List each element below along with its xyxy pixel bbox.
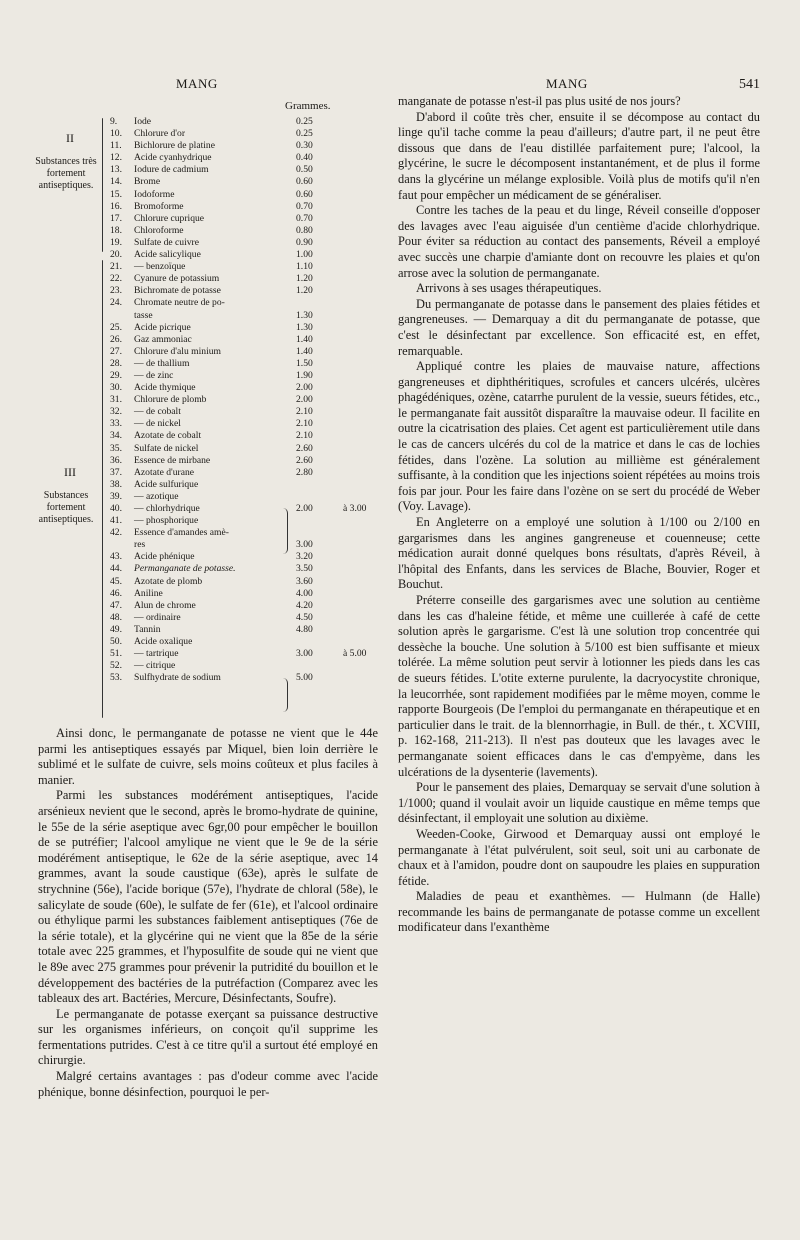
row-value-range: à 5.00 xyxy=(343,648,367,660)
row-number: 40. xyxy=(110,503,122,514)
row-number: 22. xyxy=(110,273,122,285)
row-substance: Iode xyxy=(134,116,152,127)
row-substance: — de zinc xyxy=(134,369,174,381)
row-value: 2.00 xyxy=(296,382,313,394)
row-number: 12. xyxy=(110,152,122,164)
row-substance: Acide thymique xyxy=(134,382,196,394)
row-number: 36. xyxy=(110,454,122,466)
row-substance: Essence de mirbane xyxy=(134,454,211,466)
table-row xyxy=(100,152,380,164)
table-row xyxy=(100,334,380,346)
table-row xyxy=(100,261,380,273)
row-value: 0.50 xyxy=(296,164,313,176)
antiseptic-table xyxy=(100,116,380,684)
row-substance: res xyxy=(134,539,146,551)
row-value: 2.60 xyxy=(296,442,313,454)
paragraph: Ainsi donc, le permanganate de potasse ne vient que le 44e parmi les antiseptiques essayés par Miquel, bien loin derrière le sublimé et le sulfate de cuivre, sels moins coûteux et plus faciles à manier. xyxy=(38,726,378,787)
table-row xyxy=(100,128,380,140)
row-substance: — chlorhydrique xyxy=(134,503,200,514)
paragraph: Contre les taches de la peau et du linge, Réveil conseille d'opposer des lavages avec l'eau aiguisée d'un centième d'acide chlorhydrique. Pour éviter sa réduction au contact des pansements, Réveil a employé avec succès une charpie d'amiante dont on recouvre les plaies et qu'on arrose avec la solution de permanganate. xyxy=(398,203,760,280)
page-number: 541 xyxy=(739,77,760,92)
row-value: 1.00 xyxy=(296,249,313,261)
row-number: 11. xyxy=(110,140,122,152)
table-row xyxy=(100,140,380,152)
table-row xyxy=(100,322,380,334)
row-value: 4.50 xyxy=(296,611,313,623)
table-row xyxy=(100,479,380,491)
row-substance: Acide cyanhydrique xyxy=(134,152,212,164)
table-row xyxy=(100,237,380,249)
row-number: 51. xyxy=(110,648,122,660)
row-value: 0.80 xyxy=(296,224,313,236)
table-row xyxy=(100,285,380,297)
row-substance: Permanganate de potasse. xyxy=(134,563,236,575)
row-number: 9. xyxy=(110,116,118,127)
row-substance: Azotate d'urane xyxy=(134,466,195,478)
row-substance: Chromate neutre de po- xyxy=(134,297,225,309)
unit-label: Grammes. xyxy=(285,100,331,112)
row-substance: — citrique xyxy=(134,660,176,672)
row-substance: Cyanure de potassium xyxy=(134,273,220,285)
row-substance: Aniline xyxy=(134,587,163,599)
table-row xyxy=(100,491,380,503)
paragraph: Le permanganate de potasse exerçant sa puissance destructive sur les organismes inférieurs, on conçoit qu'il supprime les fermentations putrides. C'est à ce titre qu'il a surtout été employé en chirurgie. xyxy=(38,1006,378,1068)
paragraph: manganate de potasse n'est-il pas plus usité de nos jours? xyxy=(398,94,681,108)
row-number: 18. xyxy=(110,224,122,236)
row-substance: — de nickel xyxy=(134,418,181,430)
row-value: 0.25 xyxy=(296,116,313,127)
row-substance: Chlorure de plomb xyxy=(134,394,207,406)
table-row xyxy=(100,612,380,624)
row-value: 0.30 xyxy=(296,140,313,152)
row-substance: — de thallium xyxy=(134,357,190,369)
row-value: 1.50 xyxy=(296,357,313,369)
row-substance: Chlorure cuprique xyxy=(134,212,205,224)
row-number: 14. xyxy=(110,176,122,188)
row-number: 50. xyxy=(110,636,122,648)
row-value: 0.70 xyxy=(296,200,313,212)
table-row xyxy=(100,576,380,588)
row-number: 26. xyxy=(110,333,122,345)
row-substance: Acide picrique xyxy=(134,321,191,333)
row-substance: Alun de chrome xyxy=(134,599,196,611)
table-row xyxy=(100,503,380,515)
row-number: 42. xyxy=(110,527,122,539)
paragraph: Appliqué contre les plaies de mauvaise nature, affections gangreneuses et diphthéritiques, scrofules et cancers ulcérés, ulcères phagédéniques, ozène, catarrhe purulent de la vessie, sueurs fétides, etc., le permanganate fait aussitôt disparaître la mauvaise odeur. Il facilite en outre la cicatrisation des plaies. Cet agent est particulièrement utile dans le cas de cancers ulcérés du col de la matrice et dans le cas de lochies fétides, dans l'ozène. La solution au millième est généralement suffisante, à la condition que les injections soient répétées au moins trois fois par jour. Pour les faire dans l'ozène on se sert du procédé de Weber (Voy. Lavage). xyxy=(398,359,760,514)
row-substance: Acide salicylique xyxy=(134,249,201,261)
table-row xyxy=(100,164,380,176)
table-row xyxy=(100,189,380,201)
row-value: 0.90 xyxy=(296,236,313,248)
row-number: 10. xyxy=(110,128,122,140)
row-number: 39. xyxy=(110,490,122,502)
table-row xyxy=(100,358,380,370)
row-substance: — phosphorique xyxy=(134,515,199,527)
row-value: 3.20 xyxy=(296,551,313,563)
row-number: 37. xyxy=(110,466,122,478)
row-number: 52. xyxy=(110,660,122,672)
row-number: 47. xyxy=(110,599,122,611)
table-row xyxy=(100,406,380,418)
group-roman-ii: II xyxy=(66,131,74,145)
row-substance: Azotate de cobalt xyxy=(134,430,202,442)
row-value: 2.00 xyxy=(296,394,313,406)
row-number: 38. xyxy=(110,478,122,490)
row-value: 0.25 xyxy=(296,128,313,140)
row-substance: Brome xyxy=(134,176,161,188)
table-row xyxy=(100,600,380,612)
row-number: 27. xyxy=(110,345,122,357)
table-row xyxy=(100,660,380,672)
table-row xyxy=(100,310,380,322)
table-row xyxy=(100,213,380,225)
row-value: 0.60 xyxy=(296,188,313,200)
table-row xyxy=(100,273,380,285)
row-substance: Tannin xyxy=(134,623,161,635)
row-number: 46. xyxy=(110,587,122,599)
table-row xyxy=(100,201,380,213)
row-substance: Iodure de cadmium xyxy=(134,164,209,176)
row-number: 23. xyxy=(110,285,122,297)
row-substance: — tartrique xyxy=(134,648,179,660)
table-row xyxy=(100,394,380,406)
table-row xyxy=(100,515,380,527)
row-value: 1.90 xyxy=(296,369,313,381)
table-row xyxy=(100,382,380,394)
row-number: 45. xyxy=(110,575,122,587)
row-number: 21. xyxy=(110,261,122,273)
row-number: 15. xyxy=(110,188,122,200)
row-number: 24. xyxy=(110,297,122,309)
row-substance: Sulfate de nickel xyxy=(134,442,199,454)
row-substance: Essence d'amandes amè- xyxy=(134,527,229,539)
row-number: 30. xyxy=(110,382,122,394)
row-value: 4.00 xyxy=(296,587,313,599)
row-substance: Acide sulfurique xyxy=(134,478,199,490)
row-number: 31. xyxy=(110,394,122,406)
row-substance: Sulfate de cuivre xyxy=(134,236,199,248)
row-substance: Sulfhydrate de sodium xyxy=(134,672,221,684)
row-value: 0.70 xyxy=(296,212,313,224)
row-number: 19. xyxy=(110,236,122,248)
row-value: 2.10 xyxy=(296,418,313,430)
right-text xyxy=(398,94,760,936)
row-value: 5.00 xyxy=(296,672,313,684)
group-label-ii: Substances très fortement antiseptiques. xyxy=(35,156,97,191)
table-row xyxy=(100,370,380,382)
row-substance: Bichromate de potasse xyxy=(134,285,221,297)
row-value: 2.00 xyxy=(296,503,313,514)
row-substance: Bichlorure de platine xyxy=(134,140,215,152)
row-substance: — de cobalt xyxy=(134,406,181,418)
table-row xyxy=(100,672,380,684)
row-value: 1.40 xyxy=(296,333,313,345)
row-value: 2.10 xyxy=(296,406,313,418)
table-row xyxy=(100,249,380,261)
table-row xyxy=(100,225,380,237)
table-row xyxy=(100,624,380,636)
table-row xyxy=(100,467,380,479)
row-value: 1.40 xyxy=(296,345,313,357)
running-head-left: MANG xyxy=(176,76,218,91)
row-number: 35. xyxy=(110,442,122,454)
group-roman-iii: III xyxy=(64,465,76,479)
row-number: 16. xyxy=(110,200,122,212)
row-number: 20. xyxy=(110,249,122,261)
row-value: 4.20 xyxy=(296,599,313,611)
row-substance: Chlorure d'alu minium xyxy=(134,345,221,357)
row-value: 0.60 xyxy=(296,176,313,188)
row-number: 53. xyxy=(110,672,122,684)
row-substance: Chloroforme xyxy=(134,224,184,236)
row-value: 3.00 xyxy=(296,648,313,660)
table-row xyxy=(100,443,380,455)
paragraph: D'abord il coûte très cher, ensuite il se décompose au contact du linge qu'il tache comme la peau d'ailleurs; d'autre part, il ne peut être dissous que dans de l'eau distillée parfaitement pure; l'alcool, la glycérine, le sucre le décomposent instantanément, et de plus il forme dans la glycérine un mélange explosible. Voilà plus de motifs qu'il n'en faut pour empêcher un médicament de se généraliser. xyxy=(398,109,760,202)
paragraph: Maladies de peau et exanthèmes. — Hulmann (de Halle) recommande les bains de permanganate de potasse comme un excellent modificateur dans l'exanthème xyxy=(398,889,760,935)
row-number: 32. xyxy=(110,406,122,418)
row-number: 49. xyxy=(110,623,122,635)
row-value: 1.30 xyxy=(296,309,313,321)
table-row xyxy=(100,176,380,188)
row-substance: Azotate de plomb xyxy=(134,575,203,587)
row-substance: — azotique xyxy=(134,490,179,502)
row-value: 1.20 xyxy=(296,273,313,285)
row-value: 3.60 xyxy=(296,575,313,587)
row-number: 43. xyxy=(110,551,122,563)
row-number: 34. xyxy=(110,430,122,442)
row-substance: Bromoforme xyxy=(134,200,184,212)
table-row xyxy=(100,346,380,358)
paragraph: Préterre conseille des gargarismes avec une solution au centième dans les cas d'haleine fétide, et même une cuillerée à café de cette solution après le gargarisme. C'est là une solution trop concentrée qui dessèche la bouche. Une solution à 5/100 est bien suffisante et mieux tolérée. La même solution peut servir à lotionner les pieds dans les cas de sueurs fétides. L'otite externe purulente, la dacryocystite chronique, la leucorrhée, sont rapidement modifiées par le même moyen, comme le rapporte Bourgeois (De l'emploi du permanganate en thérapeutique et en particulier dans le trait. de la blennorrhagie, in Bull. de thér., t. XCVIII, p. 162-168, 211-213). Il n'est pas douteux que les lavages avec le permanganate soient efficaces dans le cas d'empyème, dans les ulcérations de la dysenterie (lavements). xyxy=(398,593,760,779)
paragraph: Pour le pansement des plaies, Demarquay se servait d'une solution à 1/1000; quand il voulait avoir un liquide caustique en même temps que désinfectant, il employait une solution au dixième. xyxy=(398,780,760,826)
paragraph: Parmi les substances modérément antiseptiques, l'acide arsénieux nevient que le second, après le bromo-hydrate de quinine, le 55e de la série aseptique avec 6gr,00 pour empêcher le bouillon de se putréfier; l'alcool amylique ne vient que le 9e de la série modérément antiseptique, le 62e de la série aseptique, avec 14 grammes, avant la soude caustique (63e), après le sulfate de strychnine (56e), l'acide borique (57e), l'hydrate de chloral (58e), le salicylate de soude (60e), le sulfate de fer (61e), et l'alcool ordinaire ou éthylique parmi les substances faiblement antiseptiques (76e de la série totale), et la glycérine qui ne vient que la 85e de la série totale avec 225 grammes, et l'hyposulfite de soude qui ne vient que le 89e avec 275 grammes pour prévenir la putridité du bouillon et le développement des bactéries de la putréfaction (Comparez avec les tableaux des art. Bactéries, Mercure, Désinfectants, Soufre). xyxy=(38,788,378,1006)
row-value: 2.60 xyxy=(296,454,313,466)
row-substance: Gaz ammoniac xyxy=(134,333,192,345)
table-row xyxy=(100,563,380,575)
row-substance: Acide oxalique xyxy=(134,636,193,648)
table-row xyxy=(100,588,380,600)
row-substance: Iodoforme xyxy=(134,188,175,200)
row-value: 4.80 xyxy=(296,623,313,635)
table-row xyxy=(100,430,380,442)
paragraph: Arrivons à ses usages thérapeutiques. xyxy=(416,281,602,296)
row-value: 2.10 xyxy=(296,430,313,442)
table-row xyxy=(100,636,380,648)
running-head-right: MANG xyxy=(546,76,588,91)
table-row xyxy=(100,455,380,467)
table-row xyxy=(100,551,380,563)
row-value: 3.00 xyxy=(296,539,313,551)
table-row xyxy=(100,297,380,309)
row-value: 1.20 xyxy=(296,285,313,297)
row-value: 3.50 xyxy=(296,563,313,575)
row-number: 25. xyxy=(110,321,122,333)
paragraph: Du permanganate de potasse dans le pansement des plaies fétides et gangreneuses. — Demarquay a dit du permanganate de potasse, que c'est le désinfectant par excellence. Son efficacité est, en effet, remarquable. xyxy=(398,296,760,358)
table-row xyxy=(100,418,380,430)
paragraph: Malgré certains avantages : pas d'odeur comme avec l'acide phénique, bonne désinfection, pourquoi le per- xyxy=(38,1069,378,1099)
row-number: 28. xyxy=(110,357,122,369)
row-value: 2.80 xyxy=(296,466,313,478)
row-substance: — ordinaire xyxy=(134,611,181,623)
row-substance: — benzoïque xyxy=(134,261,186,273)
row-number: 48. xyxy=(110,611,122,623)
row-substance: Chlorure d'or xyxy=(134,128,186,140)
row-number: 33. xyxy=(110,418,122,430)
group-label-iii: Substances fortement antiseptiques. xyxy=(38,490,94,525)
paragraph: Weeden-Cooke, Girwood et Demarquay aussi ont employé le permanganate à l'état pulvérulent, soit seul, soit uni au carbonate de chaux et à l'amidon, poudre dont on saupoudre les plaies en suppuration fétide. xyxy=(398,826,760,888)
row-value: 1.10 xyxy=(296,261,313,273)
left-text xyxy=(38,726,378,1100)
row-number: 13. xyxy=(110,164,122,176)
table-row xyxy=(100,648,380,660)
row-number: 17. xyxy=(110,212,122,224)
row-number: 29. xyxy=(110,369,122,381)
row-number: 44. xyxy=(110,563,122,575)
row-number: 41. xyxy=(110,515,122,527)
table-row xyxy=(100,527,380,539)
paragraph: En Angleterre on a employé une solution à 1/100 ou 2/100 en gargarismes dans les angines gangreneuse et couenneuse; cette médication aurait donné quelques bons résultats, d'après Réveil, à l'hôpital des Enfants, dans les services de Blache, Bouvier, Roger et Bouchut. xyxy=(398,515,760,592)
row-substance: Acide phénique xyxy=(134,551,195,563)
row-substance: tasse xyxy=(134,309,153,321)
table-row xyxy=(100,539,380,551)
row-value-range: à 3.00 xyxy=(343,503,367,514)
row-value: 1.30 xyxy=(296,321,313,333)
table-row xyxy=(100,116,380,128)
row-value: 0.40 xyxy=(296,152,313,164)
